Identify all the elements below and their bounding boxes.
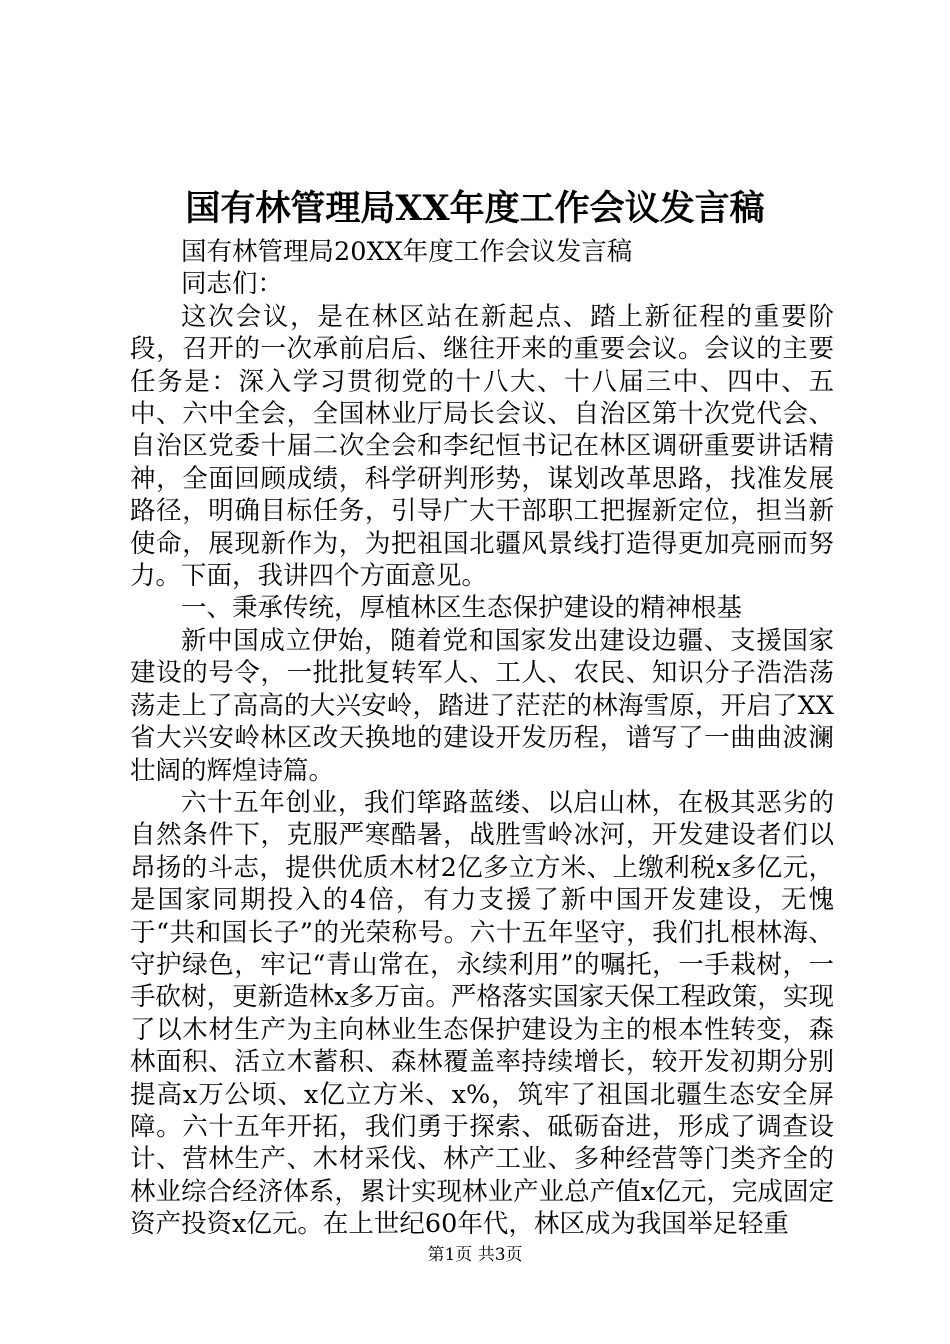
page-footer: 第1页 共3页 bbox=[427, 1245, 523, 1265]
paragraph-section-heading: 一、秉承传统，厚植林区生态保护建设的精神根基 bbox=[181, 593, 743, 624]
paragraph-history: 新中国成立伊始，随着党和国家发出建设边疆、支援国家建设的号令，一批批复转军人、工人、农民、知识分子浩浩荡荡走上了高高的大兴安岭，踏进了茫茫的林海雪原，开启了XX省大兴安岭林区改天换地的建设开发历程，谱写了一曲曲波澜壮阔的辉煌诗篇。 bbox=[130, 625, 834, 786]
paragraph-intro: 这次会议，是在林区站在新起点、踏上新征程的重要阶段，召开的一次承前启后、继往开来的重要会议。会议的主要任务是：深入学习贯彻党的十八大、十八届三中、四中、五中、六中全会，全国林业厅局长会议、自治区第十次党代会、自治区党委十届二次全会和李纪恒书记在林区调研重要讲话精神，全面回顾成绩，科学研判形势，谋划改革思路，找准发展路径，明确目标任务，引导广大干部职工把握新定位，担当新使命，展现新作为，为把祖国北疆风景线打造得更加亮丽而努力。下面，我讲四个方面意见。 bbox=[130, 301, 834, 592]
paragraph-achievements: 六十五年创业，我们筚路蓝缕、以启山林，在极其恶劣的自然条件下，克服严寒酷暑，战胜雪岭冰河，开发建设者们以昂扬的斗志，提供优质木材2亿多立方米、上缴利税x多亿元，是国家同期投入的4倍，有力支援了新中国开发建设，无愧于“共和国长子”的光荣称号。六十五年坚守，我们扎根林海、守护绿色，牢记“青山常在，永续利用”的嘱托，一手栽树，一手砍树，更新造林x多万亩。严格落实国家天保工程政策，实现了以木材生产为主向林业生态保护建设为主的根本性转变，森林面积、活立木蓄积、森林覆盖率持续增长，较开发初期分别提高x万公顷、x亿立方米、x%，筑牢了祖国北疆生态安全屏障。六十五年开拓，我们勇于探索、砥砺奋进，形成了调查设计、营林生产、木材采伐、林产工业、多种经营等门类齐全的林业综合经济体系，累计实现林业产业总产值x亿元，完成固定资产投资x亿元。在上世纪60年代，林区成为我国举足轻重 bbox=[130, 787, 834, 1240]
paragraph-subtitle: 国有林管理局20XX年度工作会议发言稿 bbox=[181, 237, 633, 267]
document-body bbox=[130, 236, 834, 1241]
document-title: 国有林管理局XX年度工作会议发言稿 bbox=[185, 188, 765, 229]
paragraph-salutation: 同志们： bbox=[181, 269, 284, 300]
